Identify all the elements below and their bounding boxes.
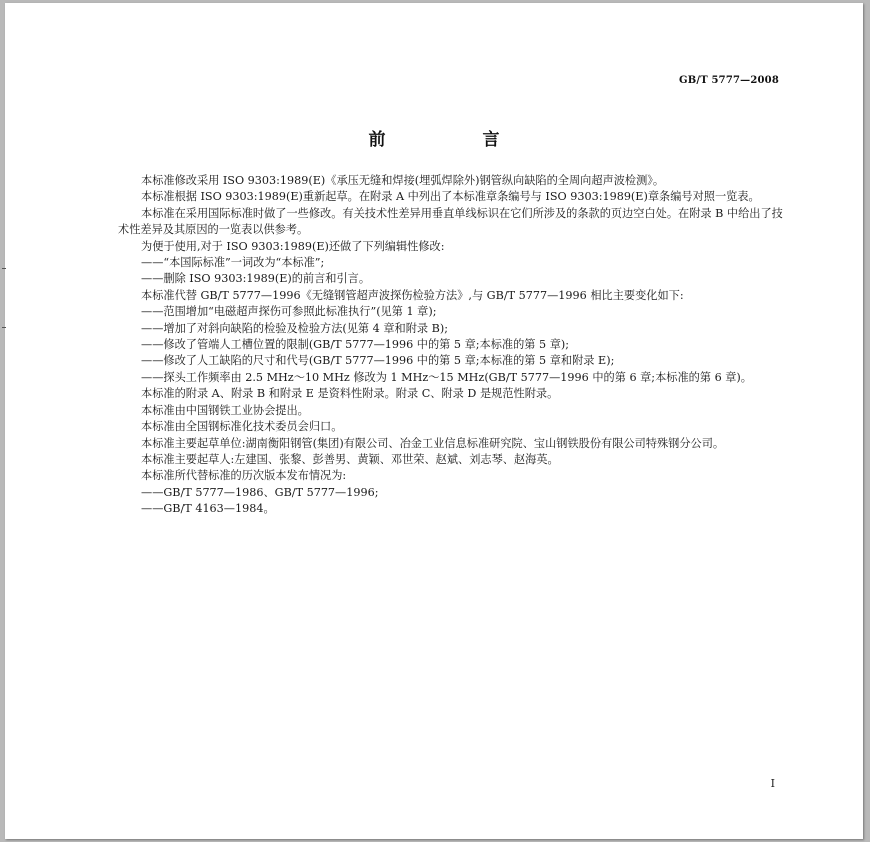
foreword-body: [118, 173, 790, 518]
margin-mark: [2, 327, 6, 328]
paragraph: 本标准所代替标准的历次版本发布情况为:: [141, 469, 347, 483]
list-item: ——修改了管端人工槽位置的限制(GB/T 5777—1996 中的第 5 章;本标准的第 5 章);: [141, 338, 570, 352]
page-title: 前 言: [368, 130, 540, 150]
paragraph: 本标准主要起草人:左建国、张黎、彭善男、黄颖、邓世荣、赵斌、刘志琴、赵海英。: [141, 452, 559, 466]
paragraph: 本标准根据 ISO 9303:1989(E)重新起草。在附录 A 中列出了本标准章条编号与 ISO 9303:1989(E)章条编号对照一览表。: [141, 190, 760, 204]
paragraph: 本标准主要起草单位:湖南衡阳钢管(集团)有限公司、冶金工业信息标准研究院、宝山钢铁股份有限公司特殊钢分公司。: [141, 436, 725, 450]
paragraph: 本标准修改采用 ISO 9303:1989(E)《承压无缝和焊接(埋弧焊除外)钢管纵向缺陷的全周向超声波检测》。: [141, 174, 665, 187]
paragraph: 本标准在采用国际标准时做了一些修改。有关技术性差异用垂直单线标识在它们所涉及的条款的页边空白处。在附录 B 中给出了技术性差异及其原因的一览表以供参考。: [118, 206, 783, 237]
list-item: ——范围增加“电磁超声探伤可参照此标准执行”(见第 1 章);: [141, 305, 437, 319]
list-item: ——探头工作频率由 2.5 MHz～10 MHz 修改为 1 MHz～15 MHz(GB/T 5777—1996 中的第 6 章;本标准的第 6 章)。: [141, 370, 752, 384]
paragraph: 本标准的附录 A、附录 B 和附录 E 是资料性附录。附录 C、附录 D 是规范性附录。: [141, 387, 559, 401]
paragraph: 本标准代替 GB/T 5777—1996《无缝钢管超声波探伤检验方法》,与 GB/T 5777—1996 相比主要变化如下:: [141, 288, 684, 302]
list-item: ——增加了对斜向缺陷的检验及检验方法(见第 4 章和附录 B);: [141, 321, 449, 335]
list-item: ——GB/T 5777—1986、GB/T 5777—1996;: [141, 485, 379, 499]
paragraph: 本标准由全国钢标准化技术委员会归口。: [141, 420, 343, 434]
paragraph: 为便于使用,对于 ISO 9303:1989(E)还做了下列编辑性修改:: [141, 239, 445, 253]
list-item: ——删除 ISO 9303:1989(E)的前言和引言。: [141, 272, 371, 286]
page-number: I: [770, 777, 775, 790]
list-item: ——GB/T 4163—1984。: [141, 502, 275, 516]
paragraph: 本标准由中国钢铁工业协会提出。: [141, 403, 309, 417]
margin-mark: [2, 268, 6, 269]
list-item: ——“本国际标准”一词改为“本标准”;: [141, 256, 325, 270]
standard-code: GB/T 5777—2008: [678, 75, 779, 86]
document-page: [5, 3, 863, 839]
list-item: ——修改了人工缺陷的尺寸和代号(GB/T 5777—1996 中的第 5 章;本标准的第 5 章和附录 E);: [141, 354, 615, 368]
